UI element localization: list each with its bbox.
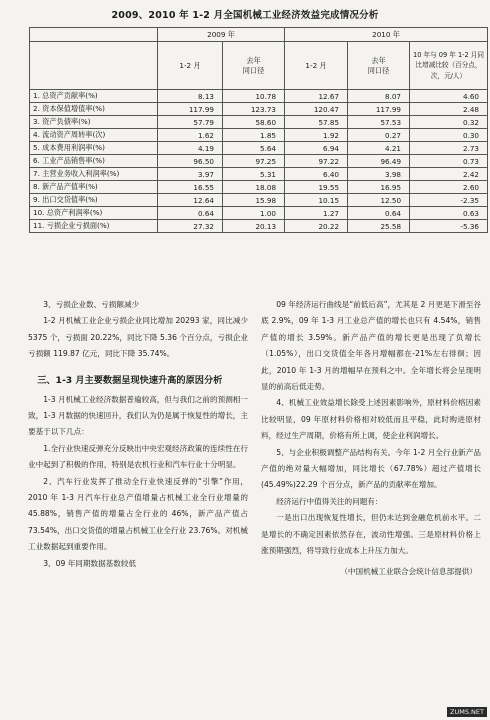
- table-cell: 10.15: [285, 194, 348, 207]
- table-cell: 12.50: [348, 194, 410, 207]
- table-row: [30, 220, 488, 233]
- paragraph: 1.全行业快速反弹充分反映出中央宏观经济政策的连续性在行业中起到了积极的作用，特别是农机行业和汽车行业十分明显。: [28, 443, 248, 470]
- table-row: [30, 155, 488, 168]
- table-cell: 5.64: [223, 142, 285, 155]
- table-cell: 4.60: [410, 90, 488, 103]
- table-cell: 4.19: [158, 142, 223, 155]
- table-cell: 18.08: [223, 181, 285, 194]
- table-cell: 0.32: [410, 116, 488, 129]
- paragraph: 3、09 年同期数据基数较低: [43, 558, 137, 568]
- table-row: [30, 90, 488, 103]
- subheader-change: 10 年与 09 年 1-2 月同比增减比较（百分点，次，元/人）: [410, 42, 488, 90]
- table-cell: 0.64: [348, 207, 410, 220]
- group-header-2010: 2010 年: [285, 28, 488, 42]
- row-label: 7. 主营业务收入利润率(%): [30, 168, 158, 181]
- table-row: [30, 142, 488, 155]
- source-note: （中国机械工业联合会统计信息部提供）: [340, 566, 477, 576]
- table-cell: 2.42: [410, 168, 488, 181]
- subheading: 3、亏损企业数、亏损额减少: [43, 300, 140, 309]
- table-cell: 57.85: [285, 116, 348, 129]
- table-cell: 1.62: [158, 129, 223, 142]
- table-cell: 16.55: [158, 181, 223, 194]
- table-cell: 0.73: [410, 155, 488, 168]
- table-header-row: [30, 28, 488, 42]
- table-cell: 3.97: [158, 168, 223, 181]
- table-cell: 15.98: [223, 194, 285, 207]
- group-header-2009: 2009 年: [158, 28, 285, 42]
- table-cell: 20.22: [285, 220, 348, 233]
- paragraph: 一是出口出现恢复性增长，但仍未达到金融危机前水平。二是增长的不确定因素依然存在，波动性增强。三是原材料价格上涨预期强烈，将导致行业成本上升压力加大。: [261, 513, 481, 556]
- table-stub: [30, 42, 158, 90]
- paragraph: 4、机械工业效益增长除受上述因素影响外，原材料价格因素比较明显，09 年原材料价格相对较低而且平稳，此时购进原材料，经过生产周期，价格有所上调，使企业利润增长。: [261, 398, 481, 441]
- table-cell: 10.78: [223, 90, 285, 103]
- right-column: [261, 297, 481, 580]
- subheader: 1-2 月: [158, 42, 223, 90]
- table-cell: 0.30: [410, 129, 488, 142]
- table-row: [30, 103, 488, 116]
- table-subheader-row: [30, 42, 488, 90]
- table-cell: 1.92: [285, 129, 348, 142]
- row-label: 4. 流动资产周转率(次): [30, 129, 158, 142]
- paragraph: 经济运行中值得关注的问题有：: [276, 496, 383, 506]
- watermark: ZUMS.NET: [447, 707, 487, 717]
- table-row: [30, 168, 488, 181]
- table-cell: 97.22: [285, 155, 348, 168]
- paragraph: 1-3 月机械工业经济数据普遍较高，但与我们之前的预测相一致，1-3 月数据的快速回升，我们认为仍是属于恢复性的增长，主要基于以下几点：: [28, 394, 248, 437]
- table-cell: 2.60: [410, 181, 488, 194]
- table-row: [30, 116, 488, 129]
- table-cell: 2.73: [410, 142, 488, 155]
- table-cell: 1.00: [223, 207, 285, 220]
- row-label: 11. 亏损企业亏损面(%): [30, 220, 158, 233]
- row-label: 2. 资本保值增值率(%): [30, 103, 158, 116]
- table-cell: 123.73: [223, 103, 285, 116]
- paragraph: 5、与企业积极调整产品结构有关。今年 1-2 月全行业新产品产值的绝对量大幅增加，同比增长（67.78%）超过产值增长(45.49%)22.29 个百分点，新产品的贡献率在增加。: [261, 447, 481, 490]
- table-cell: 96.49: [348, 155, 410, 168]
- page-title: 2009、2010 年 1-2 月全国机械工业经济效益完成情况分析: [111, 10, 379, 21]
- subheader: 去年 同口径: [223, 42, 285, 90]
- table-cell: 12.64: [158, 194, 223, 207]
- row-label: 10. 总资产利润率(%): [30, 207, 158, 220]
- subheader: 去年 同口径: [348, 42, 410, 90]
- table-cell: -5.36: [410, 220, 488, 233]
- row-label: 6. 工业产品销售率(%): [30, 155, 158, 168]
- table-cell: 3.98: [348, 168, 410, 181]
- table-cell: 1.85: [223, 129, 285, 142]
- table-cell: 12.67: [285, 90, 348, 103]
- table-cell: 0.27: [348, 129, 410, 142]
- table-cell: 6.94: [285, 142, 348, 155]
- row-label: 9. 出口交货值率(%): [30, 194, 158, 207]
- row-label: 5. 成本费用利润率(%): [30, 142, 158, 155]
- table-cell: 8.07: [348, 90, 410, 103]
- table-cell: 27.32: [158, 220, 223, 233]
- table-cell: 120.47: [285, 103, 348, 116]
- table-row: [30, 129, 488, 142]
- table-corner: [30, 28, 158, 42]
- table-cell: 96.50: [158, 155, 223, 168]
- paragraph: 1-2 月机械工业企业亏损企业同比增加 20293 家，同比减少 5375 个，亏损面 20.22%，同比下降 5.36 个百分点，亏损企业亏损额 119.87 亿元，同比下降 35.74%。: [28, 316, 248, 359]
- left-column: [28, 297, 248, 572]
- row-label: 8. 新产品产值率(%): [30, 181, 158, 194]
- table-cell: 4.21: [348, 142, 410, 155]
- paragraph: 2、汽车行业发挥了推动全行业快速反弹的“引擎”作用，2010 年 1-3 月汽车行业总产值增量占机械工业全行业增量的 45.88%，销售产值的增量占全行业的 46%，新产品产值占 73.54%，出口交货值的增量占机械工业全行业 23.76%。对机械工业数据起到重要作用。: [28, 476, 248, 552]
- table-cell: 1.27: [285, 207, 348, 220]
- table-cell: 25.58: [348, 220, 410, 233]
- subheader: 1-2 月: [285, 42, 348, 90]
- table-cell: 20.13: [223, 220, 285, 233]
- table-cell: -2.35: [410, 194, 488, 207]
- table-cell: 19.55: [285, 181, 348, 194]
- table-cell: 57.53: [348, 116, 410, 129]
- table-row: [30, 207, 488, 220]
- table-row: [30, 181, 488, 194]
- table-row: [30, 194, 488, 207]
- row-label: 1. 总资产贡献率(%): [30, 90, 158, 103]
- table-cell: 0.64: [158, 207, 223, 220]
- table-cell: 57.79: [158, 116, 223, 129]
- table-cell: 117.99: [158, 103, 223, 116]
- section-heading: 三、1-3 月主要数据呈现快速升高的原因分析: [37, 374, 223, 386]
- table-cell: 97.25: [223, 155, 285, 168]
- stats-table: [29, 27, 488, 233]
- table-cell: 58.60: [223, 116, 285, 129]
- table-cell: 5.31: [223, 168, 285, 181]
- table-cell: 0.63: [410, 207, 488, 220]
- paragraph: 09 年经济运行曲线是“前低后高”，尤其是 2 月更是下滑至谷底 2.9%，09 年 1-3 月工业总产值的增长也只有 4.54%，销售产值的增长 3.59%。新产品产值的增长更是出现了负增长（1.05%），出口交货值全年各月增幅都在-21%左右徘徊；因此，2010 年 1-3 月的增幅早在预料之中。全年增长将会呈现明显的前高后低走势。: [261, 300, 481, 392]
- table-cell: 16.95: [348, 181, 410, 194]
- row-label: 3. 资产负债率(%): [30, 116, 158, 129]
- table-cell: 117.99: [348, 103, 410, 116]
- table-cell: 2.48: [410, 103, 488, 116]
- table-cell: 8.13: [158, 90, 223, 103]
- table-cell: 6.40: [285, 168, 348, 181]
